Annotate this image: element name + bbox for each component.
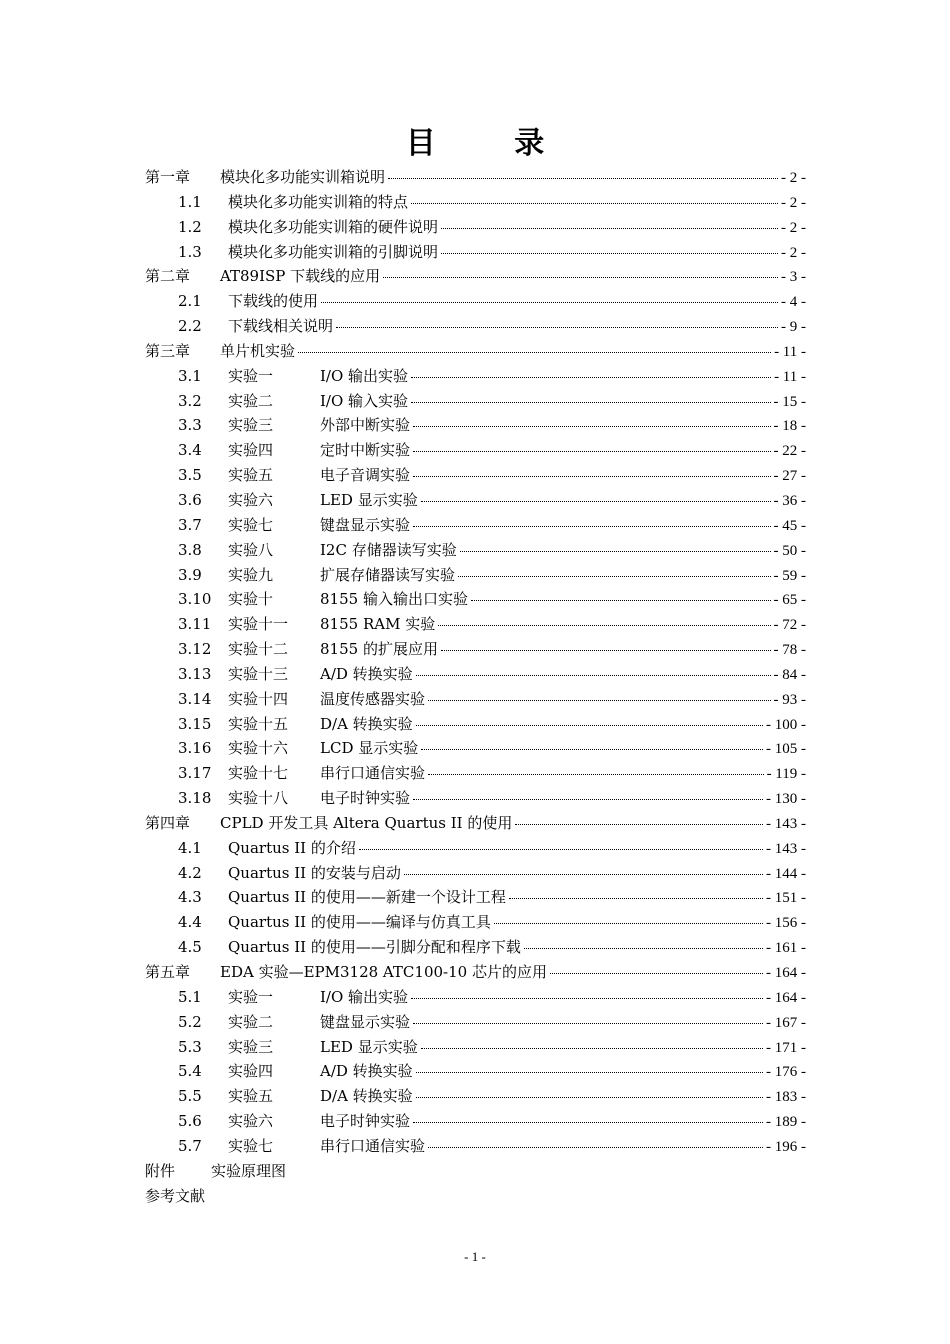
toc-entry[interactable] (145, 539, 806, 564)
toc-entry-page: - 161 - (766, 940, 806, 957)
toc-entry-page: - 22 - (773, 443, 806, 460)
toc-entry-title: 电子音调实验 (320, 466, 411, 485)
table-of-contents (145, 166, 806, 1209)
dot-leader (550, 972, 763, 974)
toc-entry-title: 定时中断实验 (320, 441, 411, 460)
toc-entry-number: 第一章 (145, 168, 191, 186)
toc-entry[interactable] (145, 1011, 806, 1036)
toc-entry-number: 3.6 (178, 490, 202, 509)
toc-entry-page: - 196 - (766, 1138, 806, 1155)
toc-entry[interactable] (145, 713, 806, 738)
toc-entry-title: 键盘显示实验 (320, 1012, 411, 1031)
toc-entry-page: - 78 - (773, 642, 806, 659)
toc-entry-number: 5.3 (178, 1037, 202, 1056)
toc-entry-number: 5.7 (178, 1136, 202, 1155)
dot-leader (441, 649, 771, 651)
toc-entry-number: 3.11 (178, 615, 212, 634)
toc-entry-page: - 2 - (781, 244, 806, 261)
toc-entry-title: 模块化多功能实训箱说明 (220, 168, 386, 186)
toc-entry-page: - 9 - (781, 319, 806, 336)
dot-leader (413, 450, 770, 452)
toc-entry-title: 下载线相关说明 (228, 317, 334, 336)
toc-entry-page: - 27 - (773, 468, 806, 485)
toc-entry-title: 实验原理图 (211, 1161, 287, 1180)
dot-leader (411, 376, 771, 378)
toc-entry-page: - 3 - (781, 269, 806, 286)
dot-leader (509, 897, 763, 899)
toc-entry-number: 3.10 (178, 590, 212, 609)
toc-entry-title: CPLD 开发工具 Altera Quartus II 的使用 (220, 813, 513, 832)
dot-leader (383, 276, 778, 278)
dot-leader (411, 997, 763, 999)
toc-entry[interactable] (145, 936, 806, 961)
toc-entry-number: 4.4 (178, 913, 202, 932)
toc-entry[interactable] (145, 986, 806, 1011)
dot-leader (404, 873, 763, 875)
dot-leader (428, 773, 764, 775)
dot-leader (460, 550, 771, 552)
toc-entry-title: I/O 输出实验 (320, 987, 409, 1006)
dot-leader (416, 1071, 763, 1073)
toc-entry-title: Quartus II 的使用——引脚分配和程序下载 (228, 938, 521, 957)
toc-entry-number: 3.14 (178, 689, 212, 708)
toc-entry[interactable] (145, 290, 806, 315)
toc-entry-number: 3.3 (178, 416, 202, 435)
toc-entry[interactable] (145, 762, 806, 787)
toc-entry-number: 5.1 (178, 987, 202, 1006)
toc-entry-title: 下载线的使用 (228, 292, 319, 311)
toc-entry-title: 8155 RAM 实验 (320, 615, 436, 634)
toc-entry-title: AT89ISP 下载线的应用 (220, 267, 381, 286)
toc-entry-page: - 2 - (781, 170, 806, 186)
toc-entry[interactable] (145, 365, 806, 390)
toc-entry-experiment: 实验十七 (228, 764, 289, 783)
dot-leader (359, 848, 763, 850)
toc-entry-number: 3.13 (178, 664, 212, 683)
toc-entry-experiment: 实验二 (228, 1012, 274, 1031)
page-number: - 1 - (464, 1249, 486, 1264)
toc-entry-page: - 15 - (773, 393, 806, 410)
dot-leader (298, 351, 771, 353)
toc-entry-number: 1.3 (178, 242, 202, 261)
toc-entry-experiment: 实验十八 (228, 789, 289, 808)
toc-entry[interactable] (145, 613, 806, 638)
toc-entry-number: 1.2 (178, 217, 202, 236)
dot-leader (421, 1047, 763, 1049)
toc-entry-experiment: 实验六 (228, 490, 274, 509)
toc-entry-page: - 84 - (773, 666, 806, 683)
toc-entry-number: 3.8 (178, 540, 202, 559)
toc-entry[interactable] (145, 166, 806, 191)
toc-entry[interactable] (145, 886, 806, 911)
toc-entry-number: 4.1 (178, 838, 202, 857)
toc-entry[interactable] (145, 216, 806, 241)
dot-leader (428, 699, 770, 701)
toc-entry-experiment: 实验十一 (228, 615, 289, 634)
toc-entry[interactable] (145, 638, 806, 663)
toc-entry-number: 3.4 (178, 441, 202, 460)
toc-entry-title: 扩展存储器读写实验 (320, 565, 456, 584)
toc-entry-number: 附件 (145, 1161, 176, 1180)
toc-entry-page: - 18 - (773, 418, 806, 435)
toc-entry-page: - 100 - (766, 716, 806, 733)
toc-entry[interactable] (145, 688, 806, 713)
dot-leader (413, 1022, 763, 1024)
toc-entry-experiment: 实验九 (228, 565, 274, 584)
toc-entry-title: LCD 显示实验 (320, 739, 419, 758)
toc-entry-number: 1.1 (178, 192, 202, 211)
toc-entry-experiment: 实验十二 (228, 640, 289, 659)
toc-entry-page: - 65 - (773, 592, 806, 609)
dot-leader (416, 724, 763, 726)
toc-entry-experiment: 实验十六 (228, 739, 289, 758)
toc-entry-page: - 189 - (766, 1114, 806, 1131)
toc-entry-experiment: 实验十五 (228, 714, 289, 733)
toc-entry-title: 外部中断实验 (320, 416, 411, 435)
toc-entry-page: - 167 - (766, 1014, 806, 1031)
toc-entry-title: 电子时钟实验 (320, 1112, 411, 1131)
toc-entry-experiment: 实验七 (228, 1136, 274, 1155)
toc-entry-number: 5.4 (178, 1062, 202, 1081)
dot-leader (413, 425, 770, 427)
dot-leader (524, 947, 763, 949)
toc-entry-title: 8155 的扩展应用 (320, 640, 438, 659)
toc-entry-page: - 151 - (766, 890, 806, 907)
toc-entry-number: 第二章 (145, 267, 191, 286)
toc-entry-title: 模块化多功能实训箱的引脚说明 (228, 242, 439, 261)
toc-entry-number: 3.5 (178, 466, 202, 485)
toc-entry-title: 串行口通信实验 (320, 1136, 426, 1155)
toc-entry-title: EDA 实验—EPM3128 ATC100-10 芯片的应用 (220, 963, 547, 981)
toc-entry-page: - 11 - (774, 368, 806, 385)
toc-entry-experiment: 实验一 (228, 987, 274, 1006)
toc-entry-title: I2C 存储器读写实验 (320, 540, 457, 559)
dot-leader (413, 475, 770, 477)
toc-entry-title: Quartus II 的安装与启动 (228, 863, 401, 882)
toc-entry-page: - 183 - (766, 1089, 806, 1106)
toc-entry-page: - 164 - (766, 989, 806, 1006)
toc-entry-title: 电子时钟实验 (320, 789, 411, 808)
toc-entry-page: - 50 - (773, 542, 806, 559)
toc-entry-title: Quartus II 的使用——新建一个设计工程 (228, 888, 506, 907)
toc-entry[interactable] (145, 837, 806, 862)
toc-entry-title: D/A 转换实验 (320, 714, 413, 733)
toc-entry-page: - 45 - (773, 517, 806, 534)
toc-entry-page: - 176 - (766, 1064, 806, 1081)
toc-entry-number: 3.15 (178, 714, 212, 733)
toc-entry-title: 键盘显示实验 (320, 515, 411, 534)
toc-entry-page: - 171 - (766, 1039, 806, 1056)
toc-entry[interactable] (145, 340, 806, 365)
toc-entry[interactable] (145, 1036, 806, 1061)
toc-entry-experiment: 实验五 (228, 466, 274, 485)
toc-entry-page: - 59 - (773, 567, 806, 584)
toc-entry[interactable] (145, 663, 806, 688)
toc-entry-experiment: 实验六 (228, 1112, 274, 1131)
toc-entry-page: - 11 - (774, 343, 806, 360)
toc-entry[interactable] (145, 241, 806, 266)
toc-entry-title: LED 显示实验 (320, 1037, 418, 1056)
toc-entry-number: 3.7 (178, 515, 202, 534)
toc-entry-title: A/D 转换实验 (320, 664, 413, 683)
toc-entry-title: 模块化多功能实训箱的特点 (228, 192, 409, 211)
toc-entry-page: - 119 - (766, 766, 806, 783)
toc-entry-experiment: 实验三 (228, 416, 274, 435)
dot-leader (494, 922, 763, 924)
toc-entry[interactable] (145, 1085, 806, 1110)
dot-leader (441, 227, 778, 229)
toc-entry[interactable] (145, 961, 806, 986)
dot-leader (441, 252, 778, 254)
toc-entry[interactable] (145, 414, 806, 439)
toc-entry-title: A/D 转换实验 (320, 1062, 413, 1081)
toc-entry-page: - 2 - (781, 194, 806, 211)
toc-entry-experiment: 实验二 (228, 391, 274, 410)
toc-entry-experiment: 实验三 (228, 1037, 274, 1056)
toc-entry-number: 2.2 (178, 317, 202, 336)
toc-entry-number: 3.16 (178, 739, 212, 758)
toc-entry-page: - 2 - (781, 219, 806, 236)
toc-entry[interactable] (145, 439, 806, 464)
toc-entry[interactable] (145, 1160, 806, 1185)
toc-entry[interactable] (145, 265, 806, 290)
toc-entry-number: 第三章 (145, 341, 191, 360)
toc-entry-title: 模块化多功能实训箱的硬件说明 (228, 217, 439, 236)
toc-entry-page: - 143 - (766, 840, 806, 857)
toc-entry-number: 4.3 (178, 888, 202, 907)
dot-leader (458, 575, 770, 577)
toc-entry[interactable] (145, 588, 806, 613)
dot-leader (421, 748, 763, 750)
toc-entry-title: 串行口通信实验 (320, 764, 426, 783)
dot-leader (428, 1146, 763, 1148)
toc-entry-number: 3.17 (178, 764, 212, 783)
toc-entry-number: 3.9 (178, 565, 202, 584)
toc-entry-title: Quartus II 的介绍 (228, 838, 356, 857)
toc-entry-experiment: 实验十三 (228, 664, 289, 683)
toc-entry[interactable] (145, 390, 806, 415)
toc-entry-title: D/A 转换实验 (320, 1087, 413, 1106)
toc-entry-title: 单片机实验 (220, 341, 296, 360)
toc-entry-page: - 72 - (773, 617, 806, 634)
toc-entry-title: 参考文献 (145, 1186, 206, 1205)
toc-entry[interactable] (145, 862, 806, 887)
toc-entry-number: 2.1 (178, 292, 202, 311)
toc-entry-number: 3.1 (178, 366, 202, 385)
toc-entry[interactable] (145, 787, 806, 812)
dot-leader (413, 525, 770, 527)
toc-entry-experiment: 实验五 (228, 1087, 274, 1106)
dot-leader (413, 798, 763, 800)
toc-entry-page: - 36 - (773, 492, 806, 509)
toc-entry[interactable] (145, 1135, 806, 1160)
toc-entry-title: 8155 输入输出口实验 (320, 590, 468, 609)
dot-leader (411, 401, 770, 403)
toc-entry[interactable] (145, 1185, 806, 1210)
dot-leader (438, 624, 770, 626)
toc-entry-page: - 4 - (781, 294, 806, 311)
toc-entry-number: 第四章 (145, 813, 191, 832)
toc-entry[interactable] (145, 315, 806, 340)
toc-entry[interactable] (145, 1060, 806, 1085)
toc-entry-page: - 144 - (766, 865, 806, 882)
toc-entry[interactable] (145, 564, 806, 589)
dot-leader (411, 202, 778, 204)
toc-entry-experiment: 实验七 (228, 515, 274, 534)
toc-entry-number: 4.2 (178, 863, 202, 882)
toc-entry[interactable] (145, 489, 806, 514)
toc-entry-page: - 143 - (766, 815, 806, 832)
dot-leader (416, 674, 771, 676)
toc-entry-page: - 164 - (766, 965, 806, 981)
toc-entry-experiment: 实验一 (228, 366, 274, 385)
toc-entry[interactable] (145, 911, 806, 936)
toc-entry-page: - 93 - (773, 691, 806, 708)
toc-entry-experiment: 实验四 (228, 1062, 274, 1081)
toc-entry-number: 5.2 (178, 1012, 202, 1031)
toc-entry[interactable] (145, 514, 806, 539)
toc-entry-number: 5.6 (178, 1112, 202, 1131)
toc-entry[interactable] (145, 812, 806, 837)
toc-entry-title: 温度传感器实验 (320, 689, 426, 708)
toc-entry-number: 4.5 (178, 938, 202, 957)
toc-entry[interactable] (145, 464, 806, 489)
toc-entry-number: 3.2 (178, 391, 202, 410)
dot-leader (388, 177, 778, 179)
toc-entry-title: I/O 输出实验 (320, 366, 409, 385)
toc-entry-experiment: 实验十四 (228, 689, 289, 708)
toc-entry-title: I/O 输入实验 (320, 391, 409, 410)
toc-entry[interactable] (145, 737, 806, 762)
toc-entry-page: - 156 - (766, 915, 806, 932)
dot-leader (321, 301, 778, 303)
toc-entry-title: LED 显示实验 (320, 490, 418, 509)
toc-entry-page: - 105 - (766, 741, 806, 758)
dot-leader (336, 326, 778, 328)
dot-leader (413, 1121, 763, 1123)
dot-leader (515, 823, 763, 825)
toc-entry-experiment: 实验四 (228, 441, 274, 460)
toc-entry-experiment: 实验八 (228, 540, 274, 559)
page-title: 目 录 (405, 126, 579, 161)
dot-leader (471, 599, 771, 601)
toc-entry-number: 5.5 (178, 1087, 202, 1106)
toc-entry-number: 第五章 (145, 963, 191, 981)
toc-entry-number: 3.18 (178, 789, 212, 808)
toc-entry-number: 3.12 (178, 640, 212, 659)
toc-entry-page: - 130 - (766, 791, 806, 808)
toc-entry-title: Quartus II 的使用——编译与仿真工具 (228, 913, 491, 932)
toc-entry-experiment: 实验十 (228, 590, 274, 609)
dot-leader (421, 500, 771, 502)
toc-entry[interactable] (145, 191, 806, 216)
dot-leader (416, 1096, 763, 1098)
toc-entry[interactable] (145, 1110, 806, 1135)
